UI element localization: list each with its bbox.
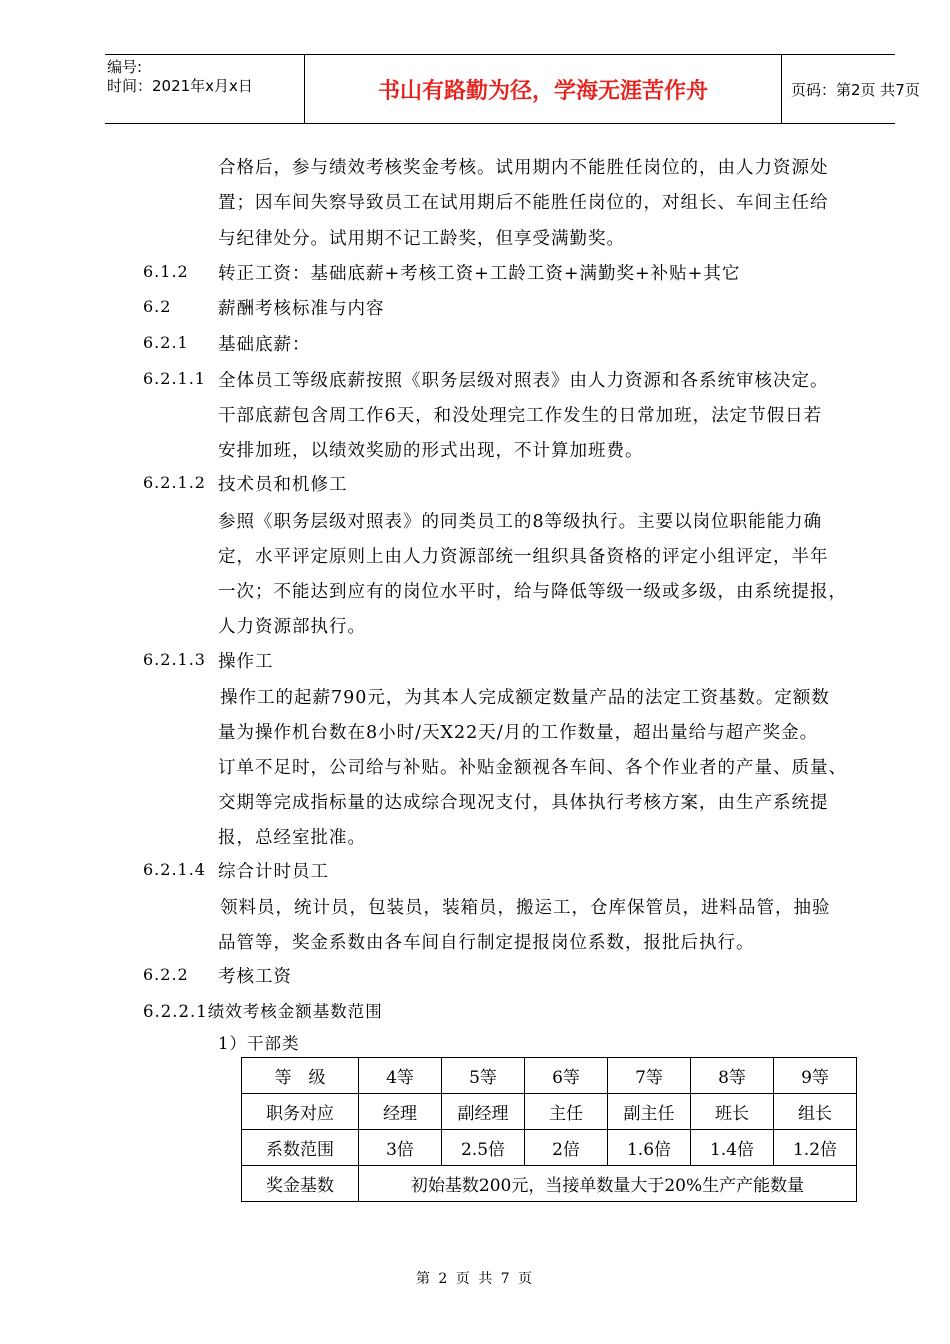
table-cell: 职务对应 [242, 1094, 359, 1130]
para-line: 订单不足时，公司给与补贴。补贴金额视各车间、各个作业者的产量、质量、 [218, 758, 847, 778]
table-cell: 组长 [774, 1094, 857, 1130]
para-line: 与纪律处分。试用期不记工龄奖，但享受满勤奖。 [218, 229, 625, 249]
table-row [242, 1058, 857, 1094]
para-line: 操作工的起薪790元，为其本人完成额定数量产品的法定工资基数。定额数 [220, 688, 830, 708]
section-text: 基础底薪： [218, 335, 311, 355]
table-cell: 9等 [774, 1058, 857, 1094]
section-text: 操作工 [218, 652, 274, 672]
para-line: 安排加班，以绩效奖励的形式出现，不计算加班费。 [218, 441, 644, 461]
table-cell: 7等 [608, 1058, 691, 1094]
table-row [242, 1094, 857, 1130]
para-line: 参照《职务层级对照表》的同类员工的8等级执行。主要以岗位职能能力确 [218, 512, 823, 532]
para-line: 置；因车间失察导致员工在试用期后不能胜任岗位的，对组长、车间主任给 [218, 193, 829, 213]
table-cell: 班长 [691, 1094, 774, 1130]
section-number: 6.2.1.4 [143, 860, 206, 879]
table-cell: 系数范围 [242, 1130, 359, 1166]
table-row [242, 1166, 857, 1202]
para-line: 领料员，统计员，包装员，装箱员，搬运工，仓库保管员，进料品管，抽验 [220, 898, 831, 918]
section-number: 6.2.1.3 [143, 650, 206, 669]
page-footer: 第 2 页 共 7 页 [415, 1271, 535, 1287]
table-cell: 经理 [359, 1094, 442, 1130]
para-line: 交期等完成指标量的达成综合现况支付，具体执行考核方案，由生产系统提 [218, 793, 829, 813]
table-cell: 8等 [691, 1058, 774, 1094]
table-cell: 3倍 [359, 1130, 442, 1166]
list-heading: 1）干部类 [218, 1034, 300, 1053]
para-line: 一次；不能达到应有的岗位水平时，给与降低等级一级或多级，由系统提报， [218, 582, 847, 602]
section-text: 考核工资 [218, 967, 292, 987]
table-cell: 2.5倍 [442, 1130, 525, 1166]
para-line: 人力资源部执行。 [218, 617, 366, 637]
table-cell: 1.2倍 [774, 1130, 857, 1166]
serial-label: 编号: [107, 58, 143, 76]
section-text: 全体员工等级底薪按照《职务层级对照表》由人力资源和各系统审核决定。 [218, 371, 829, 391]
para-line: 干部底薪包含周工作6天，和没处理完工作发生的日常加班，法定节假日若 [218, 406, 823, 426]
table-cell: 副经理 [442, 1094, 525, 1130]
table-cell: 等 级 [242, 1058, 359, 1094]
header-motto: 书山有路勤为径，学海无涯苦作舟 [305, 55, 782, 123]
section-number: 6.2 [143, 297, 172, 316]
para-line: 量为操作机台数在8小时/天X22天/月的工作数量，超出量给与超产奖金。 [218, 723, 819, 743]
table-cell: 初始基数200元，当接单数量大于20%生产产能数量 [359, 1166, 857, 1202]
page-header [105, 54, 920, 124]
section-text: 薪酬考核标准与内容 [218, 299, 385, 319]
table-cell: 4等 [359, 1058, 442, 1094]
section-number: 6.2.2 [143, 965, 189, 984]
date-label: 时间：2021年x月x日 [107, 77, 253, 95]
section-number: 6.2.1 [143, 333, 189, 352]
para-line: 合格后，参与绩效考核奖金考核。试用期内不能胜任岗位的，由人力资源处 [218, 158, 829, 178]
subsection-heading: 6.2.2.1绩效考核金额基数范围 [143, 1002, 383, 1021]
para-line: 品管等，奖金系数由各车间自行制定提报岗位系数，报批后执行。 [218, 933, 755, 953]
table-cell: 主任 [525, 1094, 608, 1130]
table-cell: 5等 [442, 1058, 525, 1094]
section-number: 6.2.1.1 [143, 369, 206, 388]
table-cell: 副主任 [608, 1094, 691, 1130]
section-number: 6.2.1.2 [143, 473, 206, 492]
table-cell: 1.4倍 [691, 1130, 774, 1166]
table-cell: 奖金基数 [242, 1166, 359, 1202]
table-cell: 2倍 [525, 1130, 608, 1166]
para-line: 定，水平评定原则上由人力资源部统一组织具备资格的评定小组评定，半年 [218, 547, 829, 567]
header-meta [105, 55, 305, 123]
section-text: 技术员和机修工 [218, 475, 348, 495]
table-cell: 6等 [525, 1058, 608, 1094]
section-number: 6.1.2 [143, 262, 189, 281]
table-row [242, 1130, 857, 1166]
table-cell: 1.6倍 [608, 1130, 691, 1166]
section-text: 转正工资：基础底薪+考核工资+工龄工资+满勤奖+补贴+其它 [218, 264, 741, 284]
para-line: 报，总经室批准。 [218, 828, 366, 848]
section-text: 综合计时员工 [218, 862, 329, 882]
header-page-code: 页码：第2页 共7页 [791, 80, 920, 99]
grade-coefficient-table [241, 1057, 857, 1202]
